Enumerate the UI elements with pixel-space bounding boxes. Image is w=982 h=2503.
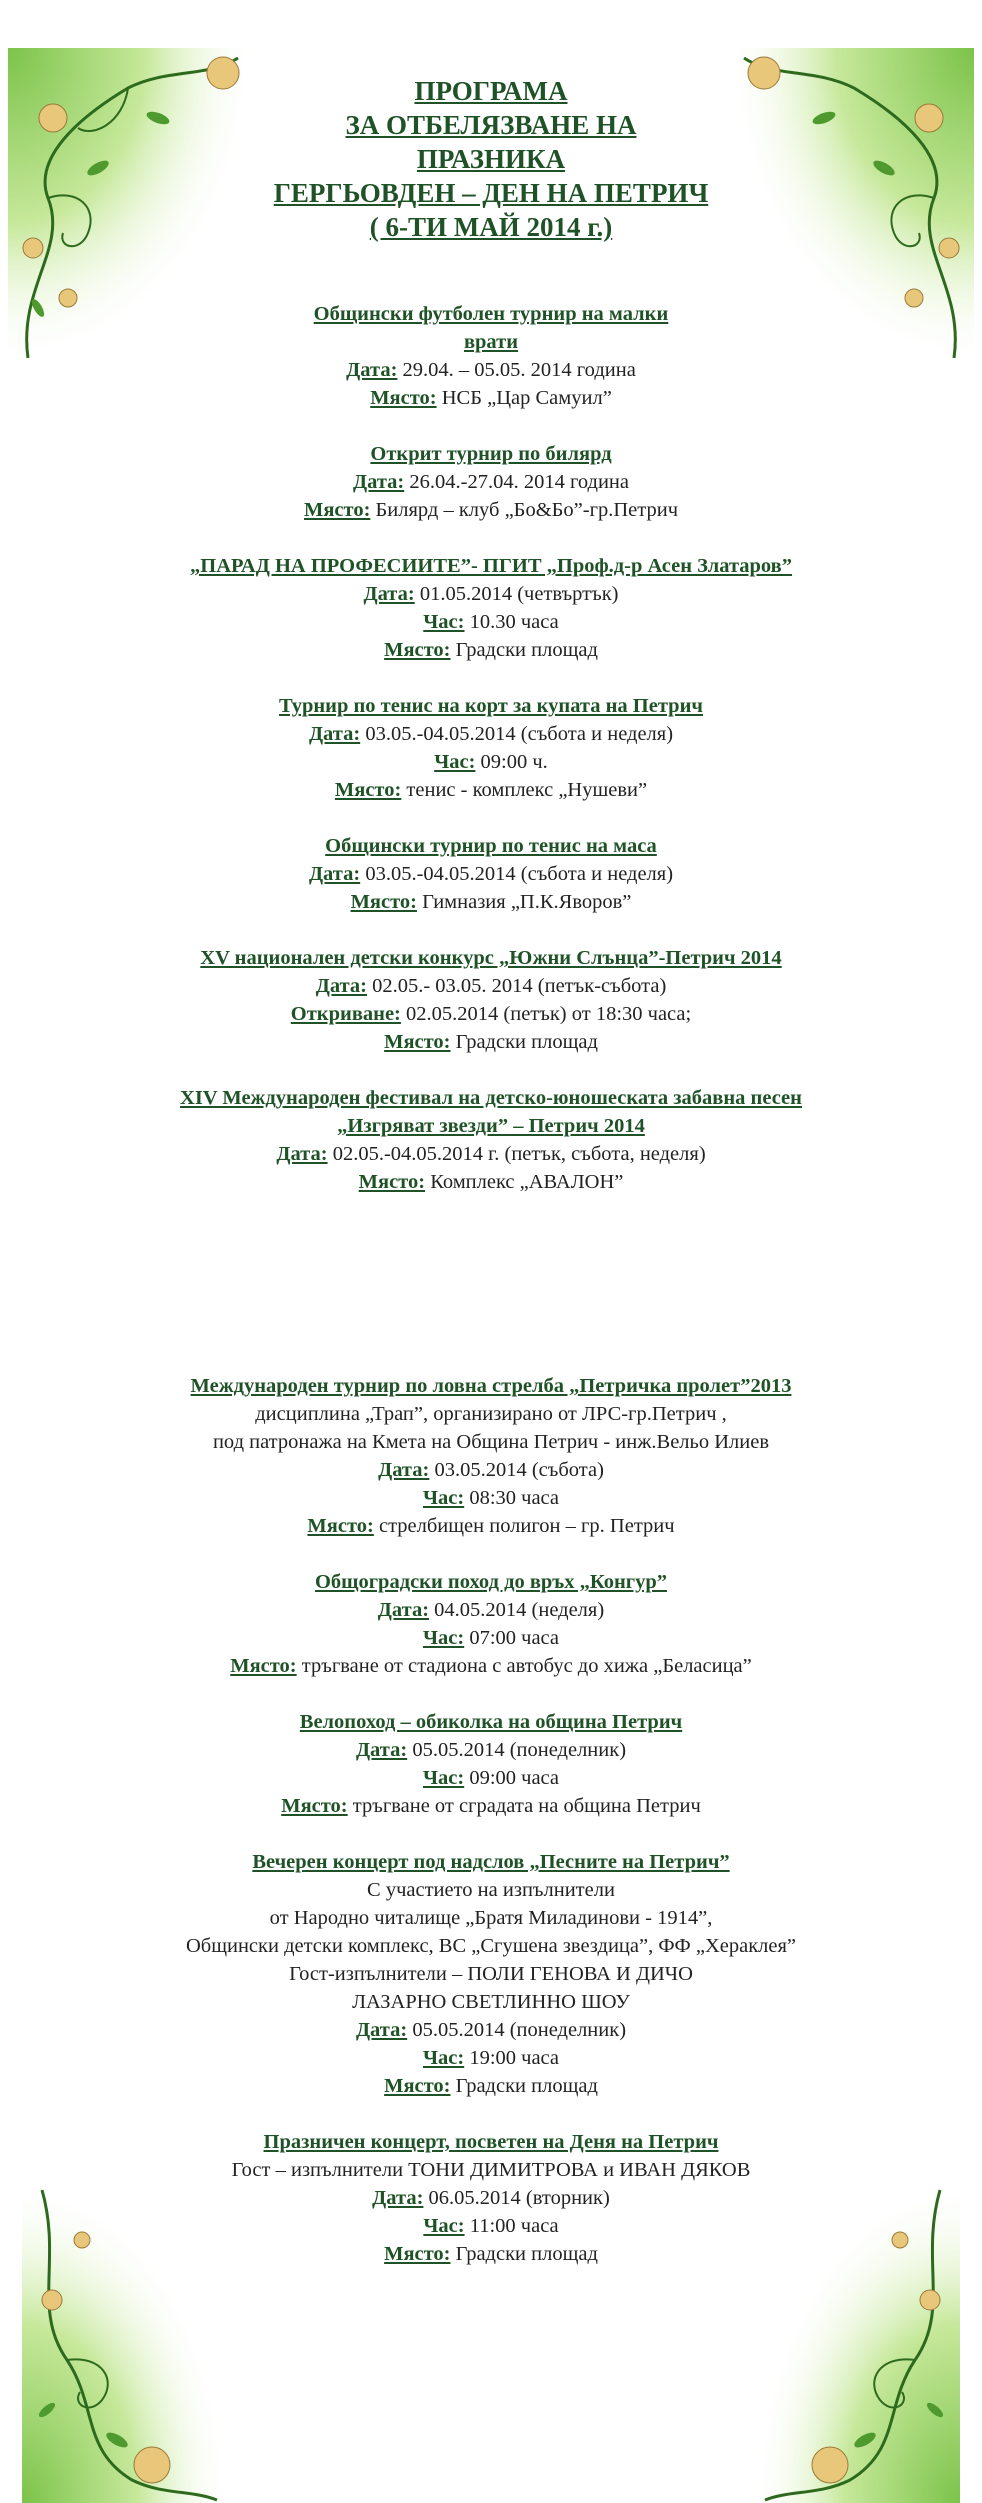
event-description: дисциплина „Трап”, организирано от ЛРС-гр.Петрич , xyxy=(255,1403,727,1425)
event-time-label: Час: xyxy=(422,1767,465,1789)
event-date-row xyxy=(0,972,982,1000)
event-place-row xyxy=(0,1652,982,1680)
event-time-row xyxy=(0,1624,982,1652)
event-date-value: 06.05.2014 (вторник) xyxy=(428,2187,610,2209)
event-time-label: Час: xyxy=(422,1627,465,1649)
event-title: XIV Международен фестивал на детско-юношеската забавна песен xyxy=(180,1087,802,1109)
title-line: ПРАЗНИКА xyxy=(416,144,566,174)
event-item xyxy=(0,1848,982,2100)
event-item xyxy=(0,552,982,664)
event-place-row xyxy=(0,2072,982,2100)
event-place-value: Градски площад xyxy=(455,639,598,661)
event-title: врати xyxy=(463,331,519,353)
event-place-value: Комплекс „АВАЛОН” xyxy=(430,1171,624,1193)
event-date-label: Дата: xyxy=(377,1599,430,1621)
event-date-value: 03.05.-04.05.2014 (събота и неделя) xyxy=(365,863,674,885)
event-place-row xyxy=(0,636,982,664)
event-place-label: Място: xyxy=(303,499,371,521)
event-place-row xyxy=(0,1168,982,1196)
event-place-value: тръгване от стадиона с автобус до хижа „Беласица” xyxy=(301,1655,752,1677)
event-item xyxy=(0,1568,982,1680)
title-line: ( 6-ТИ МАЙ 2014 г.) xyxy=(369,212,613,242)
event-date-label: Дата: xyxy=(378,1459,430,1481)
event-place-label: Място: xyxy=(384,1031,451,1053)
event-date-value: 03.05.-04.05.2014 (събота и неделя) xyxy=(365,723,674,745)
event-description: от Народно читалище „Братя Миладинови - 1914”, xyxy=(269,1907,713,1929)
event-date-value: 03.05.2014 (събота) xyxy=(434,1459,604,1481)
event-title: Общински футболен турнир на малки xyxy=(313,303,669,325)
event-place-label: Място: xyxy=(281,1795,348,1817)
event-date-label: Дата: xyxy=(308,863,361,885)
event-date-value: 01.05.2014 (четвъртък) xyxy=(419,583,619,605)
event-date-row xyxy=(0,1596,982,1624)
event-place-row xyxy=(0,1792,982,1820)
event-date-value: 26.04.-27.04. 2014 година xyxy=(409,471,629,493)
event-place-label: Място: xyxy=(384,2243,451,2265)
event-time-value: 11:00 часа xyxy=(469,2215,559,2237)
event-place-value: тръгване от сградата на община Петрич xyxy=(352,1795,701,1817)
event-date-label: Дата: xyxy=(346,359,398,381)
event-date-row xyxy=(0,1140,982,1168)
event-title: Международен турнир по ловна стрелба „Петричка пролет”2013 xyxy=(190,1375,792,1397)
event-date-label: Дата: xyxy=(276,1143,328,1165)
event-place-value: Градски площад xyxy=(455,2243,598,2265)
event-title: Общоградски поход до връх „Конгур” xyxy=(314,1571,667,1593)
event-place-row xyxy=(0,384,982,412)
event-date-value: 04.05.2014 (неделя) xyxy=(434,1599,605,1621)
event-description: Общински детски комплекс, ВС „Сгушена звездица”, ФФ „Хераклея” xyxy=(185,1935,797,1957)
event-place-row xyxy=(0,776,982,804)
event-date-value: 02.05.- 03.05. 2014 (петък-събота) xyxy=(372,975,667,997)
title-line: ПРОГРАМА xyxy=(414,76,568,106)
event-title: Открит турнир по билярд xyxy=(370,443,612,465)
event-item xyxy=(0,1372,982,1540)
event-title: XV национален детски конкурс „Южни Слънца”-Петрич 2014 xyxy=(200,947,782,969)
event-place-value: Градски площад xyxy=(455,2075,598,2097)
event-title: „Изгряват звезди” – Петрич 2014 xyxy=(337,1115,645,1137)
event-date-row xyxy=(0,468,982,496)
event-time-label: Час: xyxy=(434,751,476,773)
title-line: ГЕРГЬОВДЕН – ДЕН НА ПЕТРИЧ xyxy=(273,178,709,208)
event-time-row xyxy=(0,2212,982,2240)
event-place-label: Място: xyxy=(370,387,437,409)
event-time-label: Час: xyxy=(423,611,465,633)
event-date-label: Дата: xyxy=(355,1739,408,1761)
event-place-row xyxy=(0,888,982,916)
event-opening-label: Откриване: xyxy=(290,1003,401,1025)
event-time-value: 10.30 часа xyxy=(469,611,559,633)
event-opening-row xyxy=(0,1000,982,1028)
event-time-value: 09:00 ч. xyxy=(480,751,548,773)
event-title: Вечерен концерт под надслов „Песните на Петрич” xyxy=(252,1851,730,1873)
event-place-row xyxy=(0,496,982,524)
event-description: Гост-изпълнители – ПОЛИ ГЕНОВА И ДИЧО xyxy=(289,1963,693,1985)
event-item xyxy=(0,692,982,804)
event-date-value: 05.05.2014 (понеделник) xyxy=(412,2019,627,2041)
event-item xyxy=(0,944,982,1056)
event-place-label: Място: xyxy=(350,891,417,913)
event-place-row xyxy=(0,2240,982,2268)
event-place-label: Място: xyxy=(334,779,402,801)
event-description: Гост – изпълнители ТОНИ ДИМИТРОВА и ИВАН ДЯКОВ xyxy=(231,2159,751,2181)
event-item xyxy=(0,2128,982,2268)
event-list xyxy=(0,300,982,2296)
event-item xyxy=(0,1084,982,1196)
event-place-value: Градски площад xyxy=(455,1031,598,1053)
event-description: ЛАЗАРНО СВЕТЛИННО ШОУ xyxy=(352,1991,630,2013)
event-date-value: 29.04. – 05.05. 2014 година xyxy=(402,359,636,381)
event-date-label: Дата: xyxy=(355,2019,408,2041)
event-place-value: Билярд – клуб „Бо&Бо”-гр.Петрич xyxy=(375,499,679,521)
event-place-label: Място: xyxy=(307,1515,374,1537)
event-time-value: 08:30 часа xyxy=(469,1487,560,1509)
event-date-row xyxy=(0,1456,982,1484)
event-date-value: 02.05.-04.05.2014 г. (петък, събота, неделя) xyxy=(332,1143,706,1165)
event-title: Празничен концерт, посветен на Деня на Петрич xyxy=(263,2131,719,2153)
program-title xyxy=(0,74,982,244)
event-place-label: Място: xyxy=(384,639,451,661)
event-time-row xyxy=(0,608,982,636)
event-item xyxy=(0,300,982,412)
event-date-row xyxy=(0,2184,982,2212)
event-date-label: Дата: xyxy=(372,2187,424,2209)
event-time-label: Час: xyxy=(423,2215,465,2237)
event-time-row xyxy=(0,1764,982,1792)
event-place-value: стрелбищен полигон – гр. Петрич xyxy=(378,1515,675,1537)
event-place-row xyxy=(0,1512,982,1540)
event-description: С участието на изпълнители xyxy=(367,1879,615,1901)
event-place-label: Място: xyxy=(384,2075,451,2097)
event-title: „ПАРАД НА ПРОФЕСИИТЕ”- ПГИТ „Проф.д-р Асен Златаров” xyxy=(190,555,792,577)
event-date-label: Дата: xyxy=(308,723,361,745)
event-date-label: Дата: xyxy=(315,975,367,997)
event-time-row xyxy=(0,748,982,776)
event-time-value: 07:00 часа xyxy=(469,1627,560,1649)
event-title: Турнир по тенис на корт за купата на Петрич xyxy=(279,695,703,717)
event-date-row xyxy=(0,580,982,608)
event-time-row xyxy=(0,2044,982,2072)
event-time-label: Час: xyxy=(422,2047,465,2069)
event-date-label: Дата: xyxy=(363,583,415,605)
event-date-row xyxy=(0,356,982,384)
event-time-label: Час: xyxy=(422,1487,465,1509)
event-time-value: 19:00 часа xyxy=(469,2047,560,2069)
title-line: ЗА ОТБЕЛЯЗВАНЕ НА xyxy=(345,110,637,140)
event-date-row xyxy=(0,2016,982,2044)
event-time-row xyxy=(0,1484,982,1512)
event-item xyxy=(0,1708,982,1820)
event-place-label: Място: xyxy=(230,1655,297,1677)
event-place-value: НСБ „Цар Самуил” xyxy=(441,387,612,409)
event-date-row xyxy=(0,860,982,888)
event-item xyxy=(0,832,982,916)
event-date-label: Дата: xyxy=(353,471,405,493)
event-time-value: 09:00 часа xyxy=(469,1767,560,1789)
section-spacer xyxy=(0,1224,982,1372)
event-title: Велопоход – обиколка на община Петрич xyxy=(299,1711,683,1733)
event-place-value: Гимназия „П.К.Яворов” xyxy=(422,891,632,913)
event-opening-value: 02.05.2014 (петък) от 18:30 часа; xyxy=(406,1003,692,1025)
event-description: под патронажа на Кмета на Община Петрич - инж.Вельо Илиев xyxy=(212,1431,770,1453)
event-date-row xyxy=(0,720,982,748)
event-date-value: 05.05.2014 (понеделник) xyxy=(412,1739,627,1761)
event-place-label: Място: xyxy=(358,1171,426,1193)
event-place-row xyxy=(0,1028,982,1056)
event-item xyxy=(0,440,982,524)
event-date-row xyxy=(0,1736,982,1764)
event-title: Общински турнир по тенис на маса xyxy=(325,835,657,857)
event-place-value: тенис - комплекс „Нушеви” xyxy=(406,779,648,801)
